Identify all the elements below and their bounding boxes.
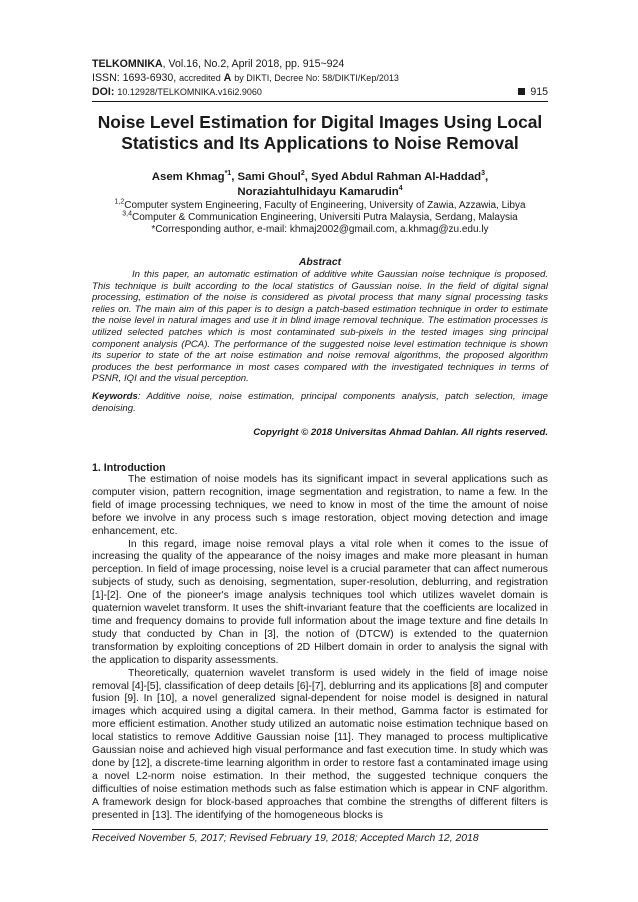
accreditation-decree: by DIKTI, Decree No: 58/DIKTI/Kep/2013 — [234, 73, 399, 83]
keywords-label: Keywords — [92, 391, 138, 402]
issn-line — [92, 72, 548, 85]
author-superscript: *1 — [224, 170, 232, 178]
journal-citation-line — [92, 58, 548, 71]
received-dates: Received November 5, 2017; Revised February 19, 2018; Accepted March 12, 2018 — [92, 833, 479, 844]
affiliation-line — [92, 200, 548, 212]
keywords — [92, 391, 548, 414]
abstract-heading: Abstract — [298, 257, 342, 268]
accredited-label: accredited — [179, 73, 221, 83]
page-number: 915 — [530, 86, 548, 98]
affiliation-superscript: 3,4 — [122, 210, 132, 218]
paragraph: Theoretically, quaternion wavelet transform is used widely in the field of image noise removal [4]-[5], classification of deep details [6]-[7], deblurring and its applications [8] and computer fusion [9]. In [10], a novel generalized signal-dependent for noise model is designed in natural images which acquired using a digital camera. In their method, Gamma factor is estimated for more efficient estimation. Another study utilized an automatic noise estimation technique based on local statistics to remove Additive Gaussian noise [11]. They managed to process multiplicative Gaussian noise and achieved high visual performance and fast execution time. In study which was done by [12], a discrete-time learning algorithm in order to restore fast a contaminated image using a novel L2-norm noise estimation. In their method, the suggested technique conquers the difficulties of noise estimation methods such as false estimation which is appear in CNF algorithm. A framework design for block-based approaches that combine the strengths of different filters is presented in [13]. The identifying of the homogeneous blocks is — [92, 667, 548, 821]
paper-title: Noise Level Estimation for Digital Images Using Local Statistics and Its Applications to Noise Removal — [97, 112, 543, 153]
journal-name: TELKOMNIKA — [92, 58, 163, 70]
doi-link[interactable]: 10.12928/TELKOMNIKA.v16i2.9060 — [117, 87, 262, 97]
author-name: Syed Abdul Rahman Al-Haddad — [311, 171, 482, 183]
header-divider — [92, 101, 548, 102]
square-bullet-icon — [518, 88, 525, 95]
issn: ISSN: 1693-6930, — [92, 72, 177, 84]
author-superscript: 2 — [300, 170, 305, 178]
author-superscript: 4 — [398, 185, 403, 193]
accreditation-grade: A — [223, 72, 232, 84]
corresponding-author: *Corresponding author, e-mail: khmaj2002@gmail.com, a.khmag@zu.edu.ly — [151, 224, 489, 235]
abstract-text: In this paper, an automatic estimation of additive white Gaussian noise technique is proposed. This technique is built according to the local statistics of Gaussian noise. In the field of digital signal processing, estimation of the noise is considered as pivotal process that many signal processing tasks relies on. The main aim of this paper is to design a patch-based estimation technique in order to estimate the noise level in natural images and use it in blind image removal technique. The estimation processes is utilized selected patches which is most contaminated sub-pixels in the tested images sing principal component analysis (PCA). The performance of the suggested noise level estimation technique is shown its superior to state of the art noise estimation and noise removal algorithms, the proposed algorithm produces the best performance in most cases compared with the investigated techniques in terms of PSNR, IQI and the visual perception. — [92, 269, 548, 385]
introduction-body — [92, 474, 548, 822]
doi-label: DOI: — [92, 86, 115, 98]
author-name: Sami Ghoul — [237, 171, 301, 183]
affiliation-superscript: 1,2 — [114, 198, 125, 206]
journal-volume: , Vol.16, No.2, April 2018, pp. 915~924 — [162, 58, 345, 70]
affiliation-text: Computer system Engineering, Faculty of Engineering, University of Zawia, Azzawia, Libya — [124, 200, 526, 211]
abstract-body — [92, 269, 548, 385]
author-list: Asem Khmag$^{*1}$, Sami Ghoul$^2$, Syed Abdul Rahman Al-Haddad$^3$, Noraziahtulhidayu Kamarudin$^4$ — [151, 170, 489, 198]
affiliations — [92, 200, 548, 236]
affiliation-text: Computer & Communication Engineering, Universiti Putra Malaysia, Serdang, Malaysia — [132, 212, 518, 223]
page-number-block — [518, 86, 548, 99]
affiliation-line — [92, 212, 548, 224]
doi-line — [92, 86, 548, 99]
paragraph: In this regard, image noise removal plays a vital role when it comes to the issue of increasing the quality of the appearance of the noisy images and make more pleasant in human perception. In field of image processing, noise level is a crucial parameter that can affect numerous subjects of study, such as denoising, segmentation, super-resolution, deblurring, and registration [1]-[2]. One of the pioneer's image analysis techniques tool which utilizes wavelet domain is quaternion wavelet transform. It uses the shift-invariant feature that the coefficients are localized in time and frequency domains to provide full information about the image texture and fine details In study that conducted by Chan in [3], the notion of (DTCW) is extended to the quaternion transformation by exploiting conceptions of 2D Hilbert domain in order to analysis the signal with the application to disparity assessments. — [92, 538, 548, 666]
section-heading: 1. Introduction — [92, 462, 166, 474]
keywords-text: : Additive noise, noise estimation, principal components analysis, patch selection, image denoising. — [92, 391, 548, 414]
footer-divider — [92, 829, 548, 830]
copyright-notice: Copyright © 2018 Universitas Ahmad Dahlan. All rights reserved. — [253, 427, 548, 438]
author-superscript: 3 — [481, 170, 486, 178]
author-name: Asem Khmag — [151, 171, 225, 183]
author-name: Noraziahtulhidayu Kamarudin — [237, 186, 399, 198]
paragraph: The estimation of noise models has its significant impact in several applications such as computer vision, pattern recognition, image segmentation and registration, to name a few. In the field of image processing techniques, we need to know in most of the time the amount of noise before we involve in any process such s image restoration, object moving detection and image enhancement, etc. — [92, 474, 548, 537]
